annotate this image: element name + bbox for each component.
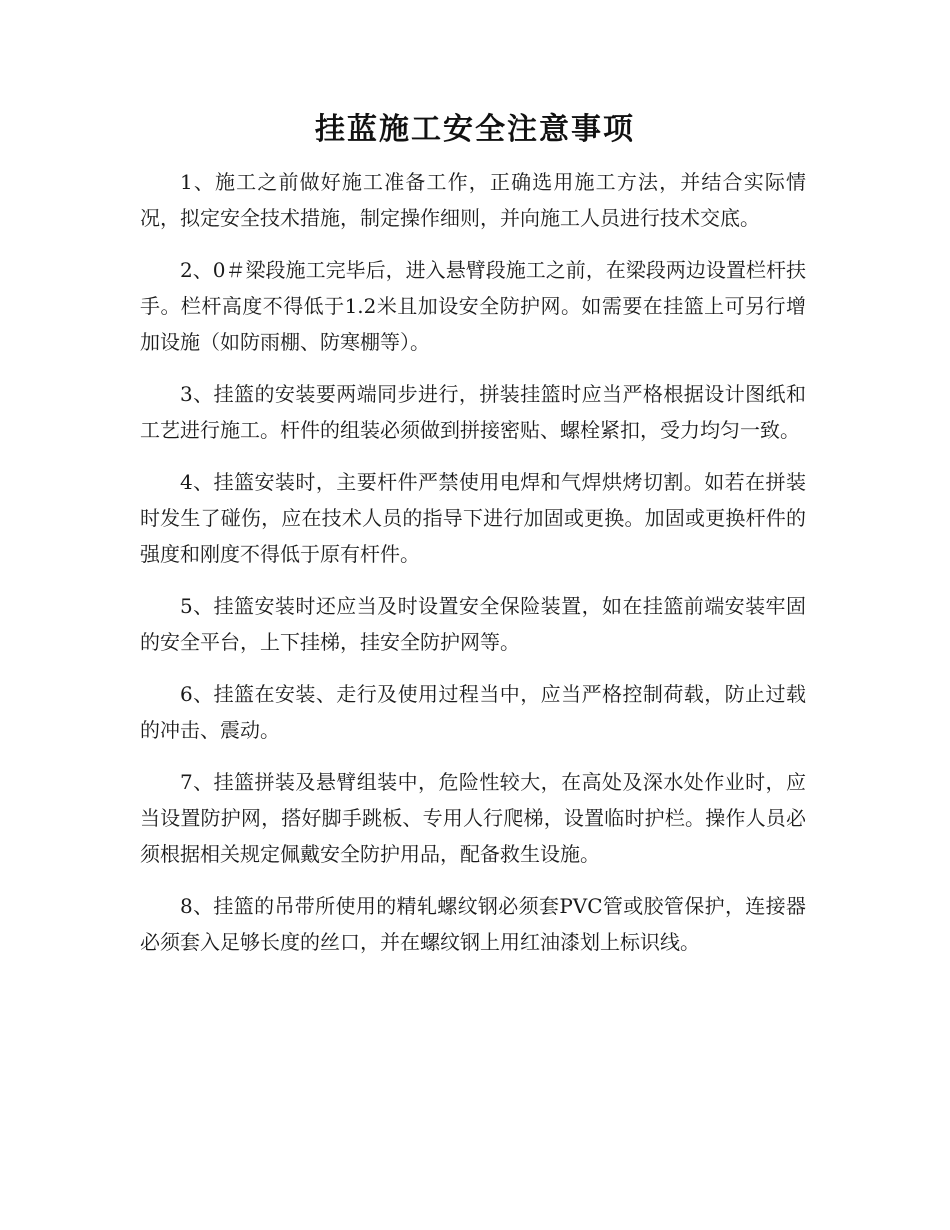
paragraph-6: 6、挂篮在安装、走行及使用过程当中，应当严格控制荷载，防止过载的冲击、震动。 <box>140 682 806 742</box>
paragraph-3: 3、挂篮的安装要两端同步进行，拼装挂篮时应当严格根据设计图纸和工艺进行施工。杆件的组装必须做到拼接密贴、螺栓紧扣，受力均匀一致。 <box>140 382 806 442</box>
paragraph-2: 2、0＃梁段施工完毕后，进入悬臂段施工之前，在梁段两边设置栏杆扶手。栏杆高度不得低于1.2米且加设安全防护网。如需要在挂篮上可另行增加设施（如防雨棚、防寒棚等）。 <box>140 258 806 354</box>
paragraph-8: 8、挂篮的吊带所使用的精轧螺纹钢必须套PVC管或胶管保护，连接器必须套入足够长度的丝口，并在螺纹钢上用红油漆划上标识线。 <box>140 894 806 954</box>
document-title: 挂蓝施工安全注意事项 <box>315 112 635 147</box>
paragraph-7: 7、挂篮拼装及悬臂组装中，危险性较大，在高处及深水处作业时，应当设置防护网，搭好脚手跳板、专用人行爬梯，设置临时护栏。操作人员必须根据相关规定佩戴安全防护用品，配备救生设施。 <box>140 770 806 866</box>
paragraph-5: 5、挂篮安装时还应当及时设置安全保险装置，如在挂篮前端安装牢固的安全平台，上下挂梯，挂安全防护网等。 <box>140 594 806 654</box>
paragraph-4: 4、挂篮安装时，主要杆件严禁使用电焊和气焊烘烤切割。如若在拼装时发生了碰伤，应在技术人员的指导下进行加固或更换。加固或更换杆件的强度和刚度不得低于原有杆件。 <box>140 470 806 566</box>
document-body <box>140 164 806 976</box>
paragraph-1: 1、施工之前做好施工准备工作，正确选用施工方法，并结合实际情况，拟定安全技术措施，制定操作细则，并向施工人员进行技术交底。 <box>140 170 806 230</box>
